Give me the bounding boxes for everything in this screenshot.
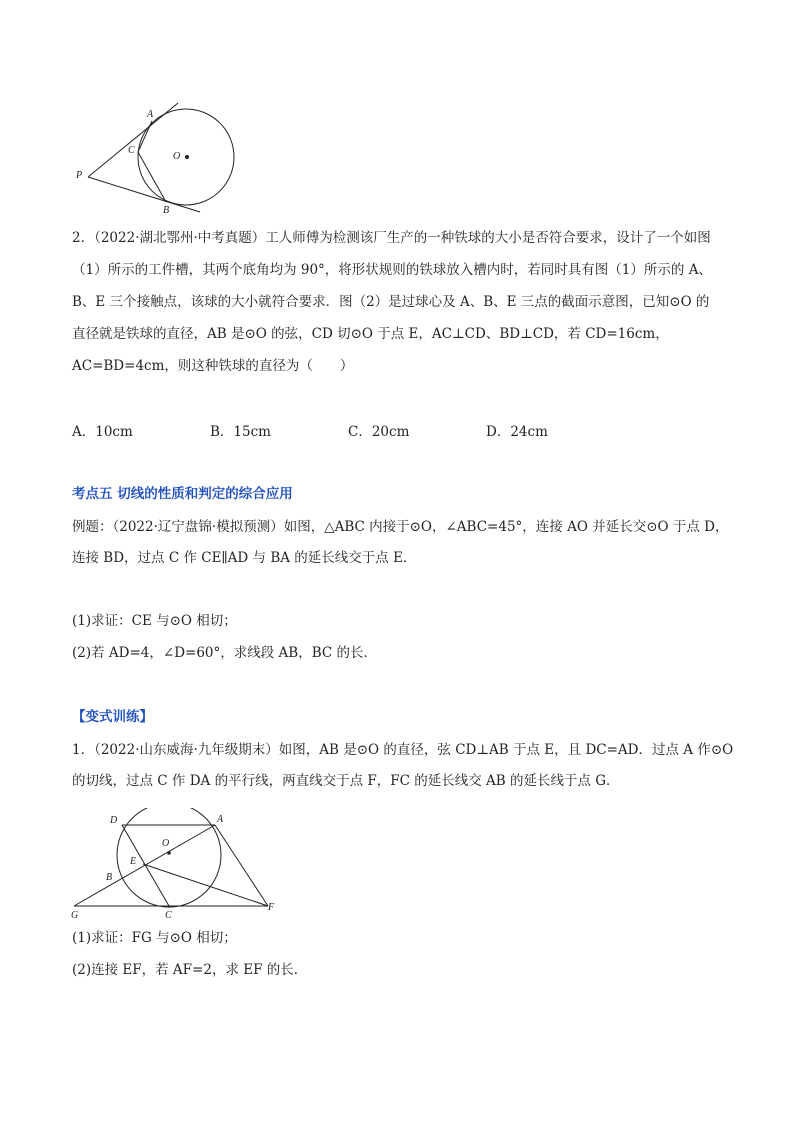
example-line: 例题：（2022·辽宁盘锦·模拟预测）如图，△ABC 内接于⊙O，∠ABC=45°，连接 AO 并延长交⊙O 于点 D， (72, 519, 729, 535)
label-g: G (71, 910, 79, 921)
line-ag (74, 825, 215, 906)
practice-heading: 【变式训练】 (72, 709, 153, 725)
label-a: A (147, 109, 154, 120)
problem-2-line: AC=BD=4cm，则这种铁球的直径为（ ） (72, 358, 354, 374)
label-e: E (130, 856, 137, 867)
label-o: O (162, 838, 170, 849)
example-part-1: (1)求证：CE 与⊙O 相切； (72, 613, 237, 629)
choice-c: C．20cm (348, 424, 410, 440)
problem-2-line: B、E 三个接触点，该球的大小就符合要求．图（2）是过球心及 A、B、E 三点的截面示意图，已知⊙O 的 (72, 294, 710, 310)
figure-tangent-circle (70, 95, 250, 220)
practice-part-1: (1)求证：FG 与⊙O 相切； (72, 930, 237, 946)
label-b: B (163, 205, 170, 216)
practice-line: 的切线，过点 C 作 DA 的平行线，两直线交于点 F，FC 的延长线交 AB 的延长线于点 G． (72, 773, 620, 789)
choice-a: A．10cm (72, 424, 133, 440)
label-o: O (173, 151, 181, 162)
label-c: C (128, 145, 135, 156)
label-c: C (165, 910, 172, 921)
choice-d: D．24cm (486, 424, 548, 440)
label-p: P (76, 170, 83, 181)
center-point (185, 155, 189, 159)
label-f: F (268, 902, 275, 913)
problem-2-line: 直径就是铁球的直径，AB 是⊙O 的弦，CD 切⊙O 于点 E，AC⊥CD、BD⊥CD，若 CD=16cm， (72, 326, 669, 342)
label-a: A (217, 814, 224, 825)
example-part-2: (2)若 AD=4，∠D=60°，求线段 AB，BC 的长． (72, 645, 378, 661)
section-heading: 考点五 切线的性质和判定的综合应用 (72, 486, 293, 502)
practice-line: 1．（2022·山东威海·九年级期末）如图，AB 是⊙O 的直径，弦 CD⊥AB 于点 E，且 DC=AD．过点 A 作⊙O (72, 742, 734, 758)
tangent-pb (88, 177, 200, 212)
choice-b: B．15cm (210, 424, 271, 440)
line-af (215, 825, 268, 906)
label-d: D (110, 815, 118, 826)
segment-ef (143, 864, 268, 906)
example-line: 连接 BD，过点 C 作 CE∥AD 与 BA 的延长线交于点 E． (72, 550, 417, 566)
figure-practice-geometry (60, 808, 290, 923)
segment-ac (138, 121, 152, 152)
tangent-pa (88, 103, 181, 177)
label-b: B (106, 872, 113, 883)
problem-2-line: 2．（2022·湖北鄂州·中考真题）工人师傅为检测该厂生产的一种铁球的大小是否符合要求，设计了一个如图 (72, 230, 711, 246)
problem-2-line: （1）所示的工件槽，其两个底角均为 90°，将形状规则的铁球放入槽内时，若同时具有图（1）所示的 A、 (72, 262, 712, 278)
practice-part-2: (2)连接 EF，若 AF=2，求 EF 的长． (72, 962, 308, 978)
